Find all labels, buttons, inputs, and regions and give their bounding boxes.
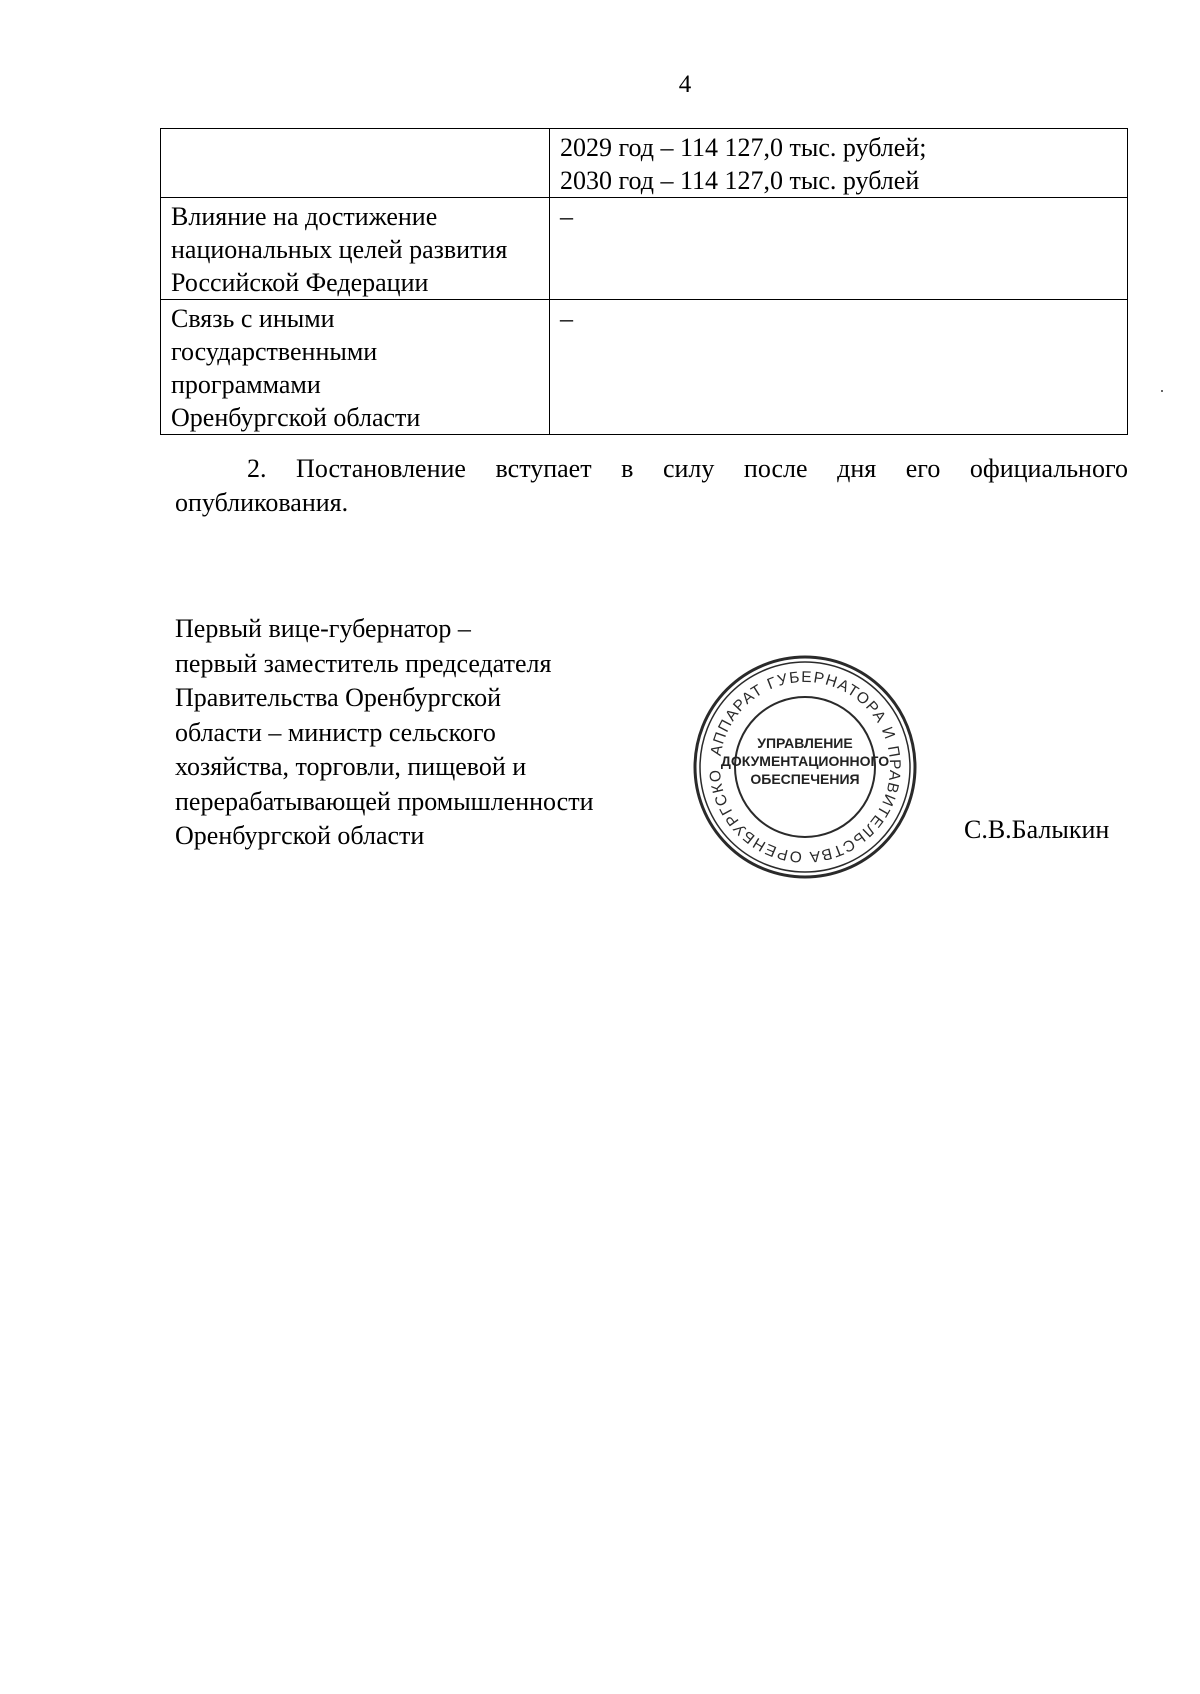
signatory-position [175, 612, 695, 854]
official-seal [690, 652, 920, 882]
table-cell-label [161, 198, 550, 300]
seal-center-line: ОБЕСПЕЧЕНИЯ [750, 771, 860, 787]
seal-center-line: УПРАВЛЕНИЕ [757, 735, 853, 751]
program-passport-table [160, 128, 1128, 435]
clause-2 [175, 452, 1128, 520]
position-line: Первый вице-губернатор – [175, 614, 471, 643]
funding-line-2029: 2029 год – 114 127,0 тыс. рублей; [560, 133, 927, 162]
position-line: Оренбургской области [175, 821, 425, 850]
table-row [161, 129, 1128, 198]
clause-first-line: 2. Постановление вступает в силу после дня его официального [247, 454, 1128, 483]
row-label-line: Связь с иными [171, 304, 335, 333]
signatory-name: С.В.Балыкин [964, 815, 1110, 844]
row-label-line: национальных целей развития [171, 235, 508, 264]
scan-speck [1161, 390, 1163, 392]
row-label-line: Оренбургской области [171, 403, 421, 432]
position-line: перерабатывающей промышленности [175, 786, 594, 816]
row-label-line: программами [171, 370, 321, 399]
table-cell-value [550, 198, 1128, 300]
table-cell-value [550, 300, 1128, 435]
row-label-line: Влияние на достижение [171, 202, 438, 231]
table-cell-value [550, 129, 1128, 198]
page-number: 4 [678, 71, 692, 98]
funding-line-2030: 2030 год – 114 127,0 тыс. рублей [560, 166, 920, 195]
row-label-line: государственными [171, 337, 378, 366]
position-line: хозяйства, торговли, пищевой и [175, 752, 527, 781]
row-label-line: Российской Федерации [171, 268, 429, 297]
table-row [161, 300, 1128, 435]
table-cell-label [161, 129, 550, 198]
clause-continuation: опубликования. [175, 488, 349, 517]
table-row [161, 198, 1128, 300]
table-cell-label [161, 300, 550, 435]
empty-value-dash: – [560, 304, 573, 333]
empty-value-dash: – [560, 202, 573, 231]
position-line: области – министр сельского [175, 717, 496, 747]
seal-center-line: ДОКУМЕНТАЦИОННОГО [720, 753, 890, 769]
seal-center-text [690, 734, 920, 788]
position-line: первый заместитель председателя [175, 648, 552, 678]
seal-ring-text: АППАРАТ ГУБЕРНАТОРА И ПРАВИТЕЛЬСТВА ОРЕНБУРГСКО [706, 668, 904, 866]
position-line: Правительства Оренбургской [175, 683, 502, 712]
